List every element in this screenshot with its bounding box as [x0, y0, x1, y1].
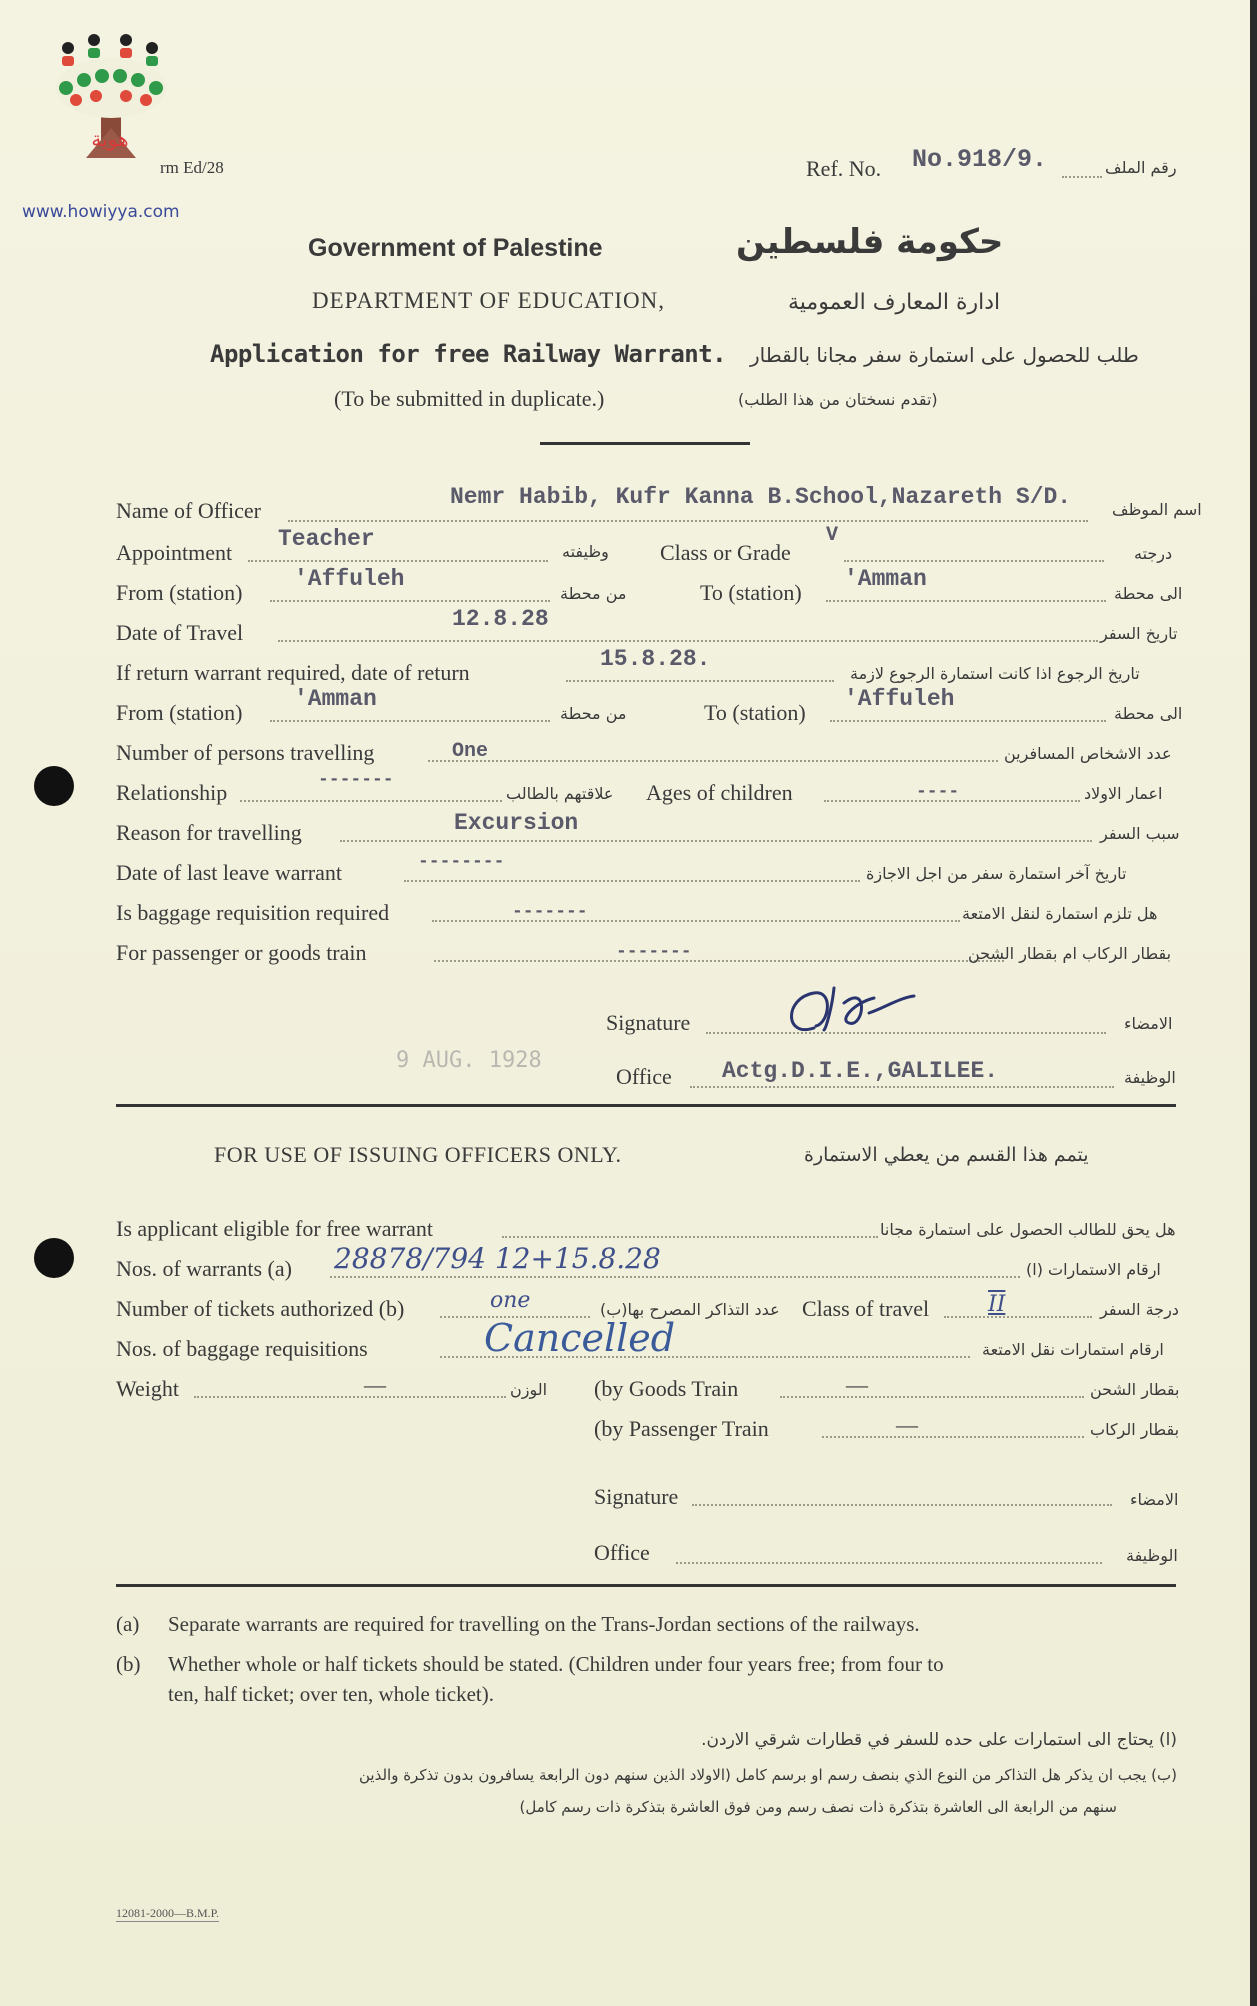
dept-title: DEPARTMENT OF EDUCATION,: [312, 288, 665, 313]
issuing-office-label-ar: الوظيفة: [1126, 1546, 1178, 1565]
form-title: Application for free Railway Warrant.: [210, 340, 727, 368]
issuing-heading-ar: يتمم هذا القسم من يعطي الاستمارة: [804, 1144, 1089, 1166]
class-label: Class or Grade: [660, 540, 791, 565]
class-label-ar: درجته: [1134, 544, 1173, 563]
appointment-value: Teacher: [278, 526, 375, 552]
train-label: For passenger or goods train: [116, 940, 367, 965]
ref-label: Ref. No.: [806, 156, 882, 181]
to-value: 'Amman: [844, 566, 927, 592]
weight-label: Weight: [116, 1376, 179, 1401]
note-b-text-2: ten, half ticket; over ten, whole ticket).: [168, 1682, 494, 1706]
passenger-train-label-ar: بقطار الركاب: [1090, 1420, 1180, 1439]
class-value: V: [826, 524, 839, 547]
date-stamp: 9 AUG. 1928: [396, 1048, 542, 1073]
passenger-train-value: —: [896, 1412, 918, 1437]
relationship-label-ar: علاقتهم بالطالب: [506, 784, 614, 803]
from2-label-ar: من محطة: [560, 704, 627, 723]
ages-label-ar: اعمار الاولاد: [1084, 784, 1163, 803]
date-label-ar: تاريخ السفر: [1100, 624, 1178, 643]
passenger-train-label: (by Passenger Train: [594, 1416, 769, 1441]
dept-title-ar: ادارة المعارف العمومية: [788, 290, 1001, 315]
to2-value: 'Affuleh: [844, 686, 955, 712]
issuing-signature-label-ar: الامضاء: [1130, 1490, 1179, 1509]
baggage-label: Is baggage requisition required: [116, 900, 390, 925]
to-label-ar: الى محطة: [1114, 584, 1183, 603]
train-label-ar: بقطار الركاب ام بقطار الشحن: [968, 944, 1172, 963]
warrants-label: Nos. of warrants (a): [116, 1256, 292, 1281]
note-b-mark: (b): [116, 1652, 141, 1676]
page-edge: [1250, 0, 1257, 2006]
note-a-mark: (a): [116, 1612, 140, 1636]
baggage-label-ar: هل تلزم استمارة لنقل الامتعة: [962, 904, 1158, 923]
signature-label-ar: الامضاء: [1124, 1014, 1173, 1033]
appointment-label-ar: وظيفته: [562, 542, 609, 561]
form-subtitle-ar: (تقدم نسختان من هذا الطلب): [738, 390, 938, 409]
printer-code: 12081-2000—B.M.P.: [116, 1906, 220, 1920]
tickets-label-ar: عدد التذاكر المصرح بها(ب): [600, 1300, 780, 1319]
from-label: From (station): [116, 580, 243, 605]
note-ar-3: سنهم من الرابعة الى العاشرة بتذكرة ذات نصف رسم ومن فوق العاشرة بتذكرة ذات رسم كامل): [519, 1798, 1117, 1816]
signature-label: Signature: [606, 1010, 691, 1035]
from-label-ar: من محطة: [560, 584, 627, 603]
goods-train-label: (by Goods Train: [594, 1376, 739, 1401]
cancelled-mark: Cancelled: [484, 1316, 676, 1360]
punch-hole-bottom: [34, 1238, 74, 1278]
note-b-text-1: Whether whole or half tickets should be stated. (Children under four years free; from four to: [168, 1652, 944, 1676]
class-travel-label: Class of travel: [802, 1296, 930, 1321]
issuing-office-label: Office: [594, 1540, 650, 1565]
reason-label-ar: سبب السفر: [1100, 824, 1180, 843]
tickets-label: Number of tickets authorized (b): [116, 1296, 405, 1321]
return-label: If return warrant required, date of return: [116, 660, 470, 685]
form-title-ar: طلب للحصول على استمارة سفر مجانا بالقطار: [750, 343, 1139, 367]
from2-value: 'Amman: [294, 686, 377, 712]
ref-value: No.918/9.: [912, 145, 1048, 174]
from-value: 'Affuleh: [294, 566, 405, 592]
persons-value: One: [452, 740, 489, 763]
appointment-label: Appointment: [116, 540, 233, 565]
leave-label: Date of last leave warrant: [116, 860, 342, 885]
howiyya-logo: [46, 28, 176, 178]
from2-label: From (station): [116, 700, 243, 725]
gov-title-ar: حكومة فلسطين: [736, 222, 1004, 262]
officer-signature: [774, 968, 944, 1048]
punch-hole-top: [34, 766, 74, 806]
date-label: Date of Travel: [116, 620, 244, 645]
persons-label-ar: عدد الاشخاص المسافرين: [1004, 744, 1172, 763]
issuing-heading: FOR USE OF ISSUING OFFICERS ONLY.: [214, 1142, 622, 1167]
office-label-ar: الوظيفة: [1124, 1068, 1176, 1087]
tickets-value: one: [490, 1288, 531, 1313]
warrants-value: 28878/794 12+15.8.28: [334, 1242, 661, 1275]
class-travel-value: II: [988, 1292, 1006, 1317]
relationship-value: -------: [318, 770, 394, 790]
issuing-signature-label: Signature: [594, 1484, 679, 1509]
form-subtitle: (To be submitted in duplicate.): [334, 386, 605, 411]
reason-value: Excursion: [454, 810, 579, 836]
note-ar-1: (ا) يحتاج الى استمارات على حده للسفر في قطارات شرقي الاردن.: [701, 1730, 1177, 1750]
leave-value: --------: [418, 852, 505, 872]
name-label: Name of Officer: [116, 498, 261, 523]
class-travel-label-ar: درجة السفر: [1100, 1300, 1179, 1319]
warrants-label-ar: ارقام الاستمارات (ا): [1026, 1260, 1161, 1279]
to2-label-ar: الى محطة: [1114, 704, 1183, 723]
goods-train-label-ar: بقطار الشحن: [1090, 1380, 1180, 1399]
to-label: To (station): [700, 580, 802, 605]
relationship-label: Relationship: [116, 780, 228, 805]
name-value: Nemr Habib, Kufr Kanna B.School,Nazareth S/D.: [450, 484, 1072, 510]
baggage-req-label-ar: ارقام استمارات نقل الامتعة: [982, 1340, 1164, 1359]
leave-label-ar: تاريخ آخر استمارة سفر من اجل الاجازة: [866, 864, 1127, 883]
train-value: -------: [616, 942, 692, 962]
note-ar-2: (ب) يجب ان يذكر هل التذاكر من النوع الذي بنصف رسم او برسم كامل (الاولاد الذين سنهم دون الرابعة يسافرون بدون تذكرة والذين: [358, 1766, 1177, 1784]
ages-value: ----: [916, 782, 960, 802]
baggage-value: -------: [512, 902, 588, 922]
ages-label: Ages of children: [646, 780, 793, 805]
logo-site: www.howiyya.com: [22, 202, 180, 222]
weight-value: —: [364, 1372, 386, 1397]
name-label-ar: اسم الموظف: [1112, 500, 1202, 519]
eligible-label-ar: هل يحق للطالب الحصول على استمارة مجانا: [880, 1220, 1176, 1239]
form-number: rm Ed/28: [160, 158, 224, 177]
return-label-ar: تاريخ الرجوع اذا كانت استمارة الرجوع لازمة: [850, 664, 1140, 683]
office-value: Actg.D.I.E.,GALILEE.: [722, 1058, 999, 1084]
note-a-text: Separate warrants are required for travelling on the Trans-Jordan sections of the railways.: [168, 1612, 920, 1636]
to2-label: To (station): [704, 700, 806, 725]
logo-wordmark: هوية: [91, 127, 129, 151]
date-value: 12.8.28: [452, 606, 549, 632]
persons-label: Number of persons travelling: [116, 740, 375, 765]
eligible-label: Is applicant eligible for free warrant: [116, 1216, 434, 1241]
office-label: Office: [616, 1064, 672, 1089]
gov-title: Government of Palestine: [308, 234, 603, 262]
weight-label-ar: الوزن: [510, 1380, 548, 1399]
reason-label: Reason for travelling: [116, 820, 302, 845]
return-value: 15.8.28.: [600, 646, 711, 672]
baggage-req-label: Nos. of baggage requisitions: [116, 1336, 368, 1361]
goods-train-value: —: [846, 1372, 868, 1397]
ref-label-ar: رقم الملف: [1105, 158, 1177, 177]
